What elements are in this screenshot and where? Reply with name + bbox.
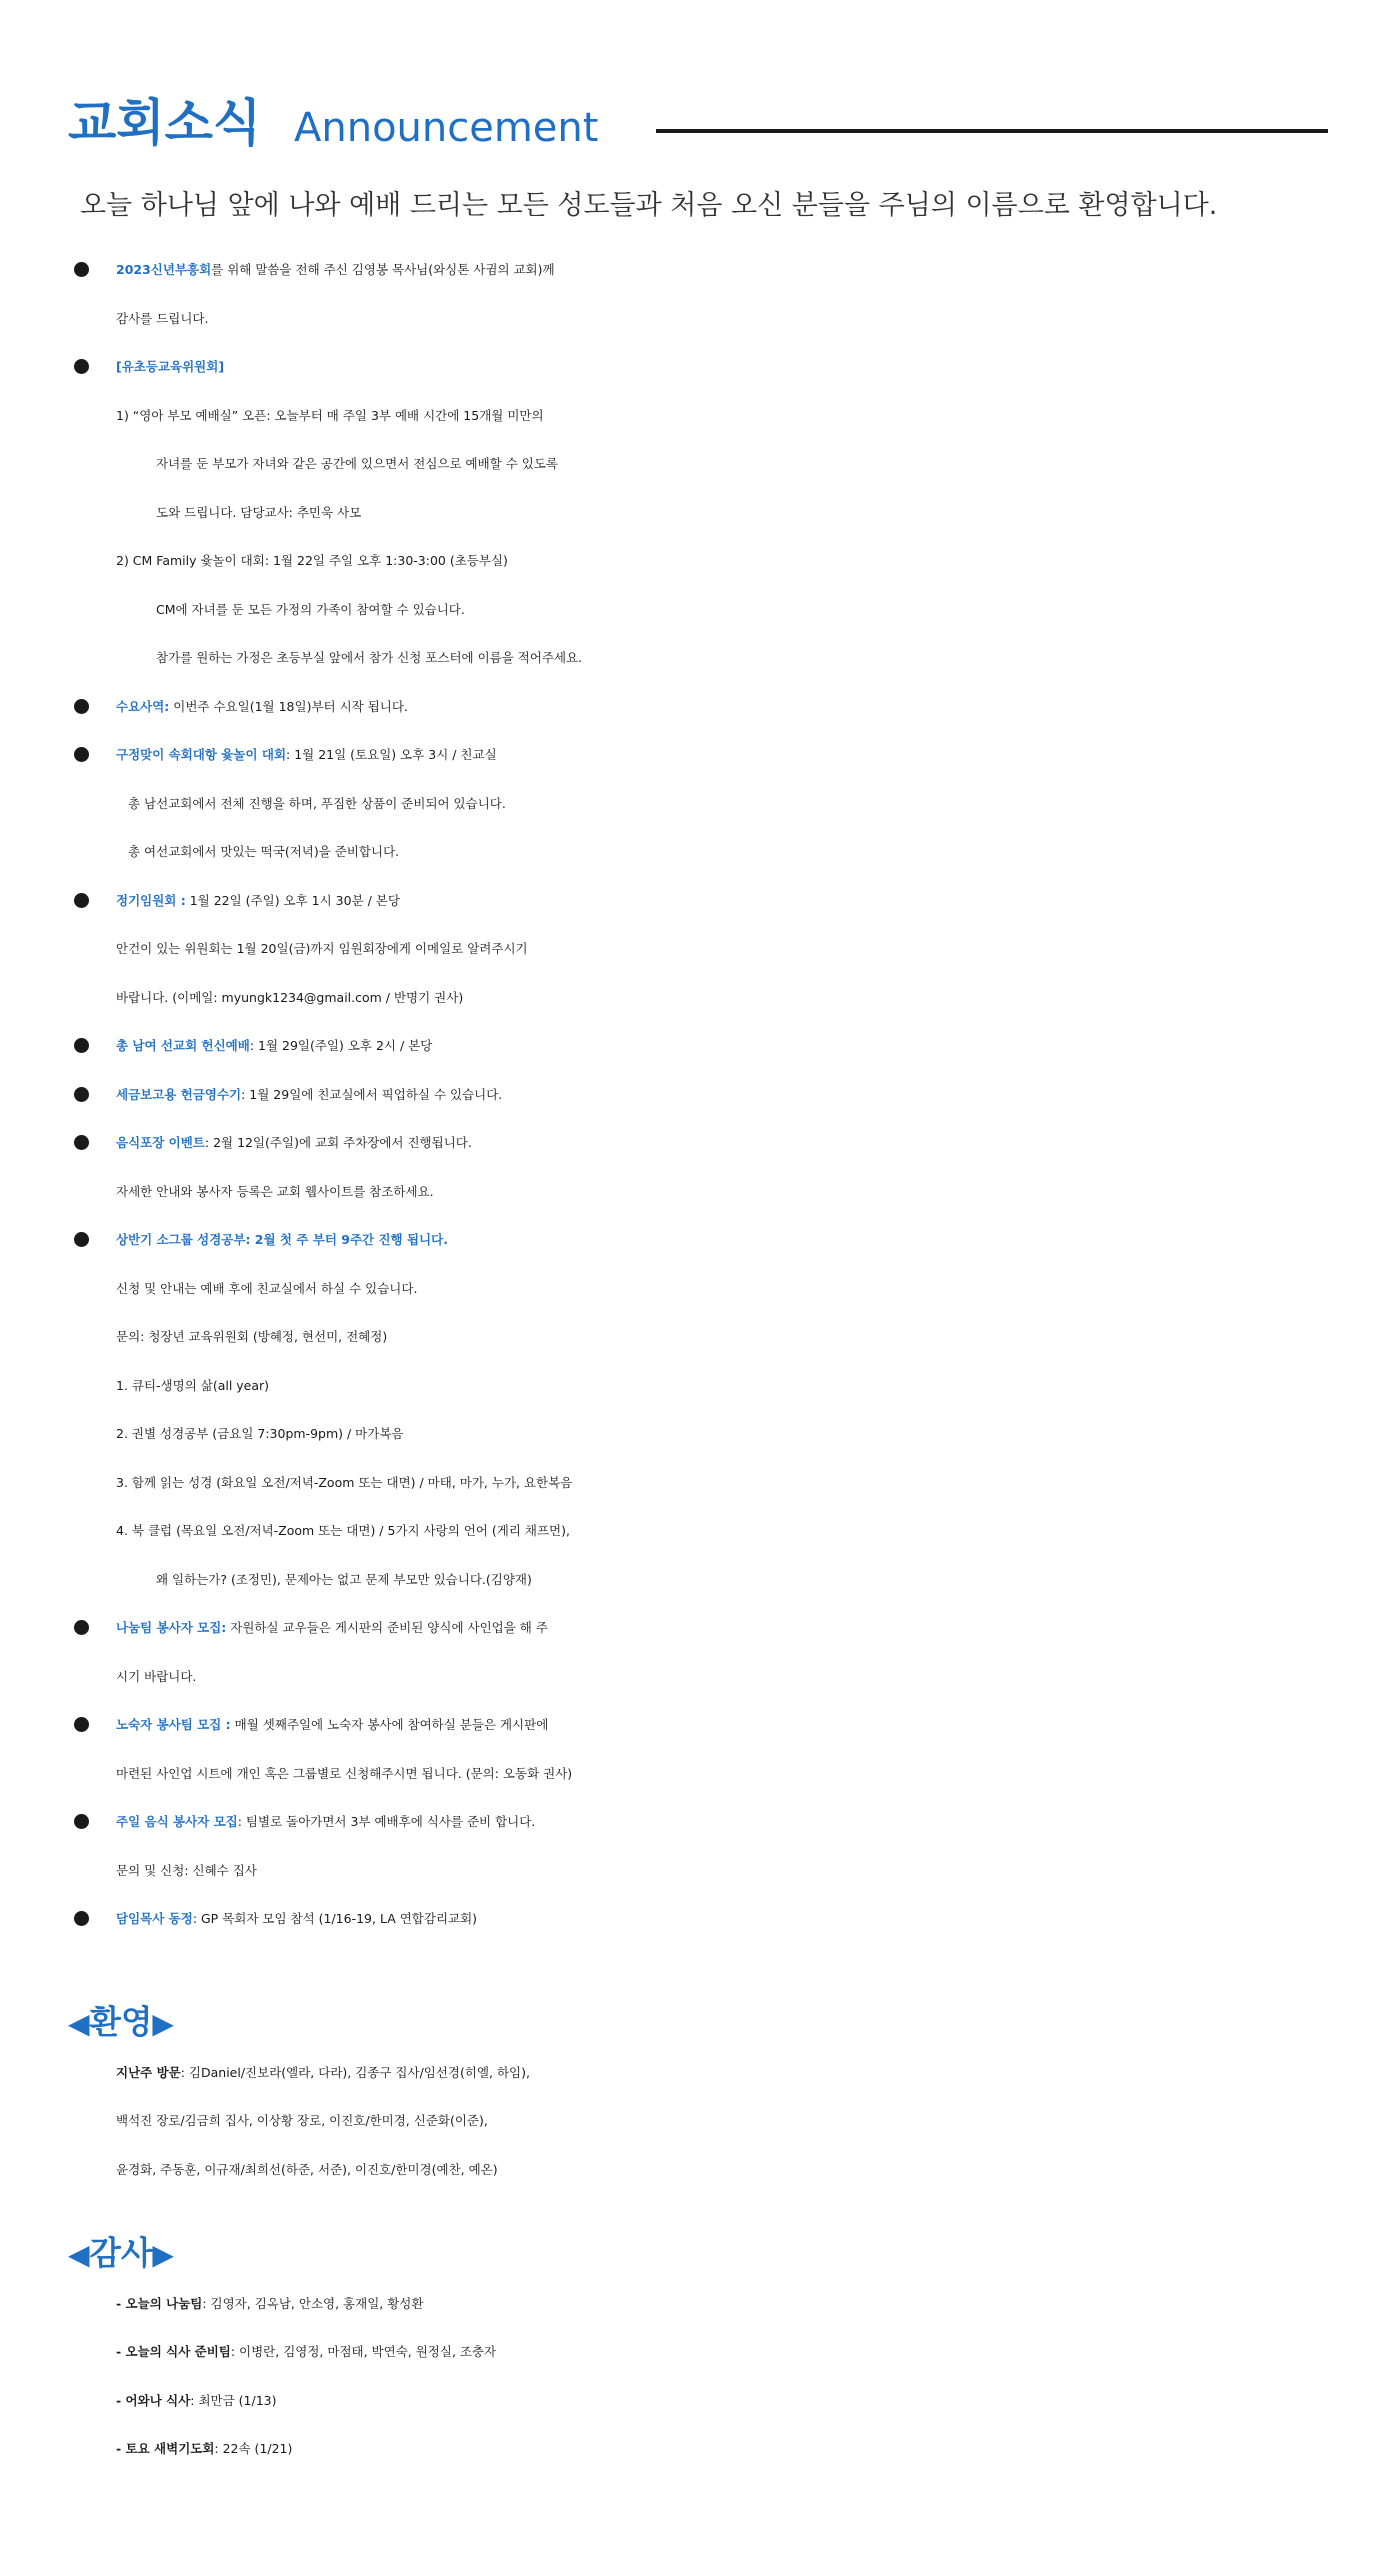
- announcement-first-line: [116, 1071, 1338, 1120]
- header-rule: [656, 129, 1328, 133]
- announcement-text: 매월 셋째주일에 노숙자 봉사에 참여하실 분들은 게시판에: [230, 1717, 549, 1732]
- triangle-left-icon: ◀: [68, 2238, 90, 2271]
- announcement-label: 정기임원회 :: [116, 892, 186, 908]
- announcement-text: : GP 목회자 모임 참석 (1/16-19, LA 연합감리교회): [192, 1911, 478, 1926]
- welcome-visitors-text: : 김Daniel/진보라(엘라, 다라), 김종구 집사/임선경(히엘, 하임),: [180, 2064, 530, 2080]
- bullet-icon: [74, 262, 89, 277]
- announcement-item: [68, 731, 1338, 877]
- announcement-line: 2) CM Family 윷놀이 대회: 1월 22일 주일 오후 1:30-3:00 (초등부실): [116, 553, 508, 568]
- thanks-body: [68, 2280, 1338, 2474]
- announcement-text: : 1월 29일(주일) 오후 2시 / 본당: [249, 1038, 433, 1053]
- header: [68, 88, 1328, 158]
- announcement-item: [68, 1216, 1338, 1604]
- triangle-left-icon: ◀: [68, 2007, 90, 2040]
- announcement-line: 2. 권별 성경공부 (금요일 7:30pm-9pm) / 마가복음: [116, 1426, 404, 1441]
- thanks-title: [68, 2229, 1338, 2280]
- announcement-item: [68, 246, 1338, 343]
- announcement-first-line: [116, 246, 1338, 295]
- announcement-text: : 팀별로 돌아가면서 3부 예배후에 식사를 준비 합니다.: [237, 1814, 536, 1829]
- announcement-item: [68, 1119, 1338, 1216]
- announcement-first-line: [116, 1216, 1338, 1265]
- welcome-title: [68, 1998, 1338, 2049]
- thanks-row-text: : 김영자, 김옥남, 안소영, 홍재일, 황성환: [202, 2295, 424, 2311]
- announcement-first-line: [116, 1604, 1338, 1653]
- announcement-text: 자원하실 교우들은 게시판의 준비된 양식에 사인업을 해 주: [226, 1620, 548, 1635]
- announcement-line: 바랍니다. (이메일: myungk1234@gmail.com / 반명기 권사): [116, 989, 464, 1005]
- thanks-row: [116, 2328, 1338, 2377]
- welcome-title-text: 환영: [89, 2003, 153, 2041]
- announcement-text: 를 위해 말씀을 전해 주신 김영봉 목사님(와싱톤 사귐의 교회)께: [211, 262, 555, 277]
- announcement-line: 4. 북 클럽 (목요일 오전/저녁-Zoom 또는 대면) / 5가지 사랑의 언어 (게리 채프먼),: [116, 1523, 570, 1538]
- announcement-text: : 1월 21일 (토요일) 오후 3시 / 친교실: [286, 747, 497, 762]
- thanks-row: [116, 2377, 1338, 2426]
- announcement-first-line: [116, 877, 1338, 926]
- announcement-first-line: [116, 343, 1338, 392]
- announcement-first-line: [116, 1701, 1338, 1750]
- bullet-icon: [74, 1232, 89, 1247]
- announcement-label: 수요사역:: [116, 698, 170, 714]
- thanks-row-label: - 토요 새벽기도회: [116, 2441, 215, 2456]
- bullet-icon: [74, 359, 89, 374]
- announcement-label: 주일 음식 봉사자 모집: [116, 1814, 238, 1829]
- thanks-row-text: : 22속 (1/21): [214, 2441, 293, 2456]
- announcement-line: 감사를 드립니다.: [116, 310, 209, 326]
- announcement-line: 자녀를 둔 부모가 자녀와 같은 공간에 있으면서 전심으로 예배할 수 있도록: [156, 456, 558, 471]
- announcement-line: 1. 큐티-생명의 삶(all year): [116, 1377, 270, 1393]
- bullet-icon: [74, 747, 89, 762]
- thanks-row-text: : 최만금 (1/13): [190, 2392, 277, 2408]
- announcement-line: CM에 자녀를 둔 모든 가정의 가족이 참여할 수 있습니다.: [156, 601, 465, 617]
- welcome-subtitle: 오늘 하나님 앞에 나와 예배 드리는 모든 성도들과 처음 오신 분들을 주님의 이름으로 환영합니다.: [80, 190, 1218, 221]
- announcement-item: [68, 1701, 1338, 1798]
- announcement-first-line: [116, 1022, 1338, 1071]
- announcement-line: 총 여선교회에서 맛있는 떡국(저녁)을 준비합니다.: [128, 844, 400, 859]
- thanks-row: [116, 2280, 1338, 2329]
- thanks-row-label: - 어와나 식사: [116, 2392, 191, 2408]
- announcement-line: 안건이 있는 위원회는 1월 20일(금)까지 임원회장에게 이메일로 알려주시기: [116, 941, 528, 956]
- announcement-item: [68, 877, 1338, 1023]
- announcement-line: 1) “영아 부모 예배실” 오픈: 오늘부터 매 주일 3부 예배 시간에 15개월 미만의: [116, 407, 544, 423]
- announcement-line: 마련된 사인업 시트에 개인 혹은 그룹별로 신청해주시면 됩니다. (문의: 오동화 권사): [116, 1765, 573, 1781]
- announcement-line: 도와 드립니다. 담당교사: 추민욱 사모: [156, 504, 362, 520]
- announcement-line: 신청 및 안내는 예배 후에 친교실에서 하실 수 있습니다.: [116, 1280, 418, 1296]
- announcement-item: [68, 1071, 1338, 1120]
- announcement-text: 1월 22일 (주일) 오후 1시 30분 / 본당: [185, 892, 400, 908]
- announcement-label: 상반기 소그룹 성경공부: 2월 첫 주 부터 9주간 진행 됩니다.: [116, 1232, 448, 1247]
- announcement-first-line: [116, 1798, 1338, 1847]
- thanks-row-label: - 오늘의 식사 준비팀: [116, 2344, 231, 2359]
- announcement-label: 노숙자 봉사팀 모집 :: [116, 1717, 231, 1732]
- announcement-line: 왜 일하는가? (조정민), 문제아는 없고 문제 부모만 있습니다.(김양재): [156, 1571, 532, 1587]
- announcement-list: [68, 246, 1338, 1944]
- welcome-visitors-line: [116, 2049, 1338, 2098]
- bullet-icon: [74, 1135, 89, 1150]
- announcement-item: [68, 1022, 1338, 1071]
- announcement-label: [유초등교육위원회]: [116, 359, 225, 374]
- page-title-english: Announcement: [294, 105, 599, 151]
- announcement-first-line: [116, 731, 1338, 780]
- announcement-label: 2023신년부흥회: [116, 262, 212, 277]
- bullet-icon: [74, 1717, 89, 1732]
- announcement-line: 문의: 청장년 교육위원회 (방혜정, 현선미, 전혜정): [116, 1329, 388, 1344]
- bullet-icon: [74, 893, 89, 908]
- thanks-row: [116, 2425, 1338, 2474]
- announcement-first-line: [116, 683, 1338, 732]
- announcement-item: [68, 683, 1338, 732]
- announcement-label: 구정맞이 속회대항 윷놀이 대회: [116, 747, 287, 762]
- announcement-label: 세금보고용 헌금영수기: [116, 1086, 242, 1102]
- announcement-line: 참가를 원하는 가정은 초등부실 앞에서 참가 신청 포스터에 이름을 적어주세요.: [156, 650, 583, 665]
- welcome-visitors-line: 윤경화, 주동훈, 이규재/최희선(하준, 서준), 이진호/한미경(예찬, 예온): [116, 2161, 498, 2177]
- announcement-line: 자세한 안내와 봉사자 등록은 교회 웹사이트를 참조하세요.: [116, 1183, 434, 1199]
- thanks-section: [68, 2229, 1338, 2474]
- welcome-body: [68, 2049, 1338, 2195]
- bullet-icon: [74, 1620, 89, 1635]
- welcome-visitors-line: 백석진 장로/김금희 집사, 이상황 장로, 이진호/한미경, 신준화(이준),: [116, 2113, 488, 2128]
- bullet-icon: [74, 699, 89, 714]
- welcome-visitors-label: 지난주 방문: [116, 2064, 181, 2080]
- announcement-item: [68, 1604, 1338, 1701]
- triangle-right-icon: ▶: [152, 2007, 174, 2040]
- announcement-text: : 2월 12일(주일)에 교회 주차장에서 진행됩니다.: [204, 1135, 472, 1150]
- welcome-section: [68, 1998, 1338, 2194]
- announcement-item: [68, 1798, 1338, 1895]
- announcement-label: 담임목사 동정: [116, 1911, 193, 1926]
- bullet-icon: [74, 1911, 89, 1926]
- thanks-title-text: 감사: [89, 2234, 153, 2272]
- announcement-item: [68, 343, 1338, 683]
- announcement-item: [68, 1895, 1338, 1944]
- announcement-label: 음식포장 이벤트: [116, 1135, 205, 1150]
- announcement-first-line: [116, 1895, 1338, 1944]
- announcement-text: 이번주 수요일(1월 18일)부터 시작 됩니다.: [169, 698, 408, 714]
- thanks-row-label: - 오늘의 나눔팀: [116, 2295, 203, 2311]
- announcement-line: 시기 바랍니다.: [116, 1668, 197, 1684]
- triangle-right-icon: ▶: [152, 2238, 174, 2271]
- announcement-first-line: [116, 1119, 1338, 1168]
- announcement-line: 문의 및 신청: 신혜수 집사: [116, 1862, 257, 1878]
- bullet-icon: [74, 1814, 89, 1829]
- announcement-line: 총 남선교회에서 전체 진행을 하며, 푸짐한 상품이 준비되어 있습니다.: [128, 795, 506, 811]
- announcement-text: : 1월 29일에 친교실에서 픽업하실 수 있습니다.: [241, 1086, 503, 1102]
- bullet-icon: [74, 1038, 89, 1053]
- announcement-line: 3. 함께 읽는 성경 (화요일 오전/저녁-Zoom 또는 대면) / 마태, 마가, 누가, 요한복음: [116, 1474, 573, 1490]
- bullet-icon: [74, 1087, 89, 1102]
- thanks-row-text: : 이병란, 김영정, 마점태, 박연숙, 원정실, 조충자: [230, 2344, 497, 2359]
- announcement-label: 나눔팀 봉사자 모집:: [116, 1620, 227, 1635]
- page-title: 교회소식: [68, 94, 262, 152]
- announcement-label: 총 남여 선교회 헌신예배: [116, 1038, 250, 1053]
